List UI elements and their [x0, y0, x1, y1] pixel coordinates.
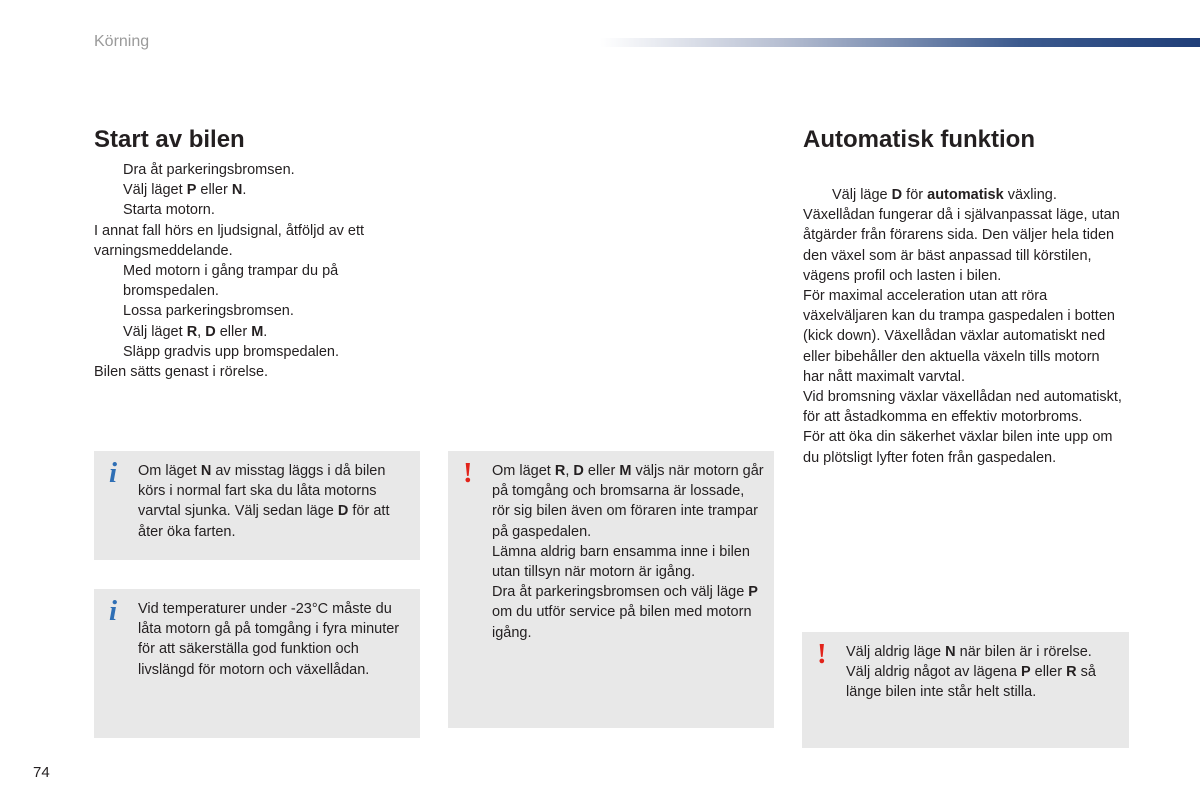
warning-text: Om läget R, D eller M väljs när motorn går på tomgång och bromsarna är lossade, rör sig bilen även om föraren inte trampar på gaspedalen. Lämna aldrig barn ensamma inne i bilen utan tillsyn när motorn är igång. Dra åt parkeringsbromsen och välj läge P om du utför service på bilen med motorn igång.	[492, 463, 764, 641]
page-number: 74	[33, 764, 50, 781]
info-box-neutral	[94, 451, 420, 560]
paragraph: Bilen sätts genast i rörelse.	[94, 364, 269, 381]
info-text: Om läget N av misstag läggs i då bilen körs i normal fart ska du låta motorns varvtal sjunka. Välj sedan läge D för att åter öka farten.	[138, 463, 390, 540]
warning-text: Välj aldrig läge N när bilen är i rörelse. Välj aldrig något av lägena P eller R så länge bilen inte står helt stilla.	[846, 644, 1096, 701]
start-heading: Start av bilen	[94, 126, 245, 153]
paragraph: Vid bromsning växlar växellådan ned automatiskt, för att åstadkomma en effektiv motorbroms.	[803, 389, 1122, 426]
warning-box-creep	[448, 451, 774, 728]
header-gradient-bar	[600, 38, 1200, 47]
start-instructions	[94, 160, 414, 382]
section-header: Körning	[94, 33, 150, 50]
paragraph: Växellådan fungerar då i självanpassat läge, utan åtgärder från förarens sida. Den väljer hela tiden den växel som är bäst anpassad till körstilen, vägens profil och lasten i bilen.	[803, 207, 1120, 284]
info-icon: i	[109, 595, 118, 627]
list-item: Starta motorn.	[123, 202, 215, 219]
list-item: Välj läge D för automatisk växling.	[832, 187, 1057, 203]
paragraph: I annat fall hörs en ljudsignal, åtföljd av ett varningsmeddelande.	[94, 222, 365, 259]
paragraph: För att öka din säkerhet växlar bilen inte upp om du plötsligt lyfter foten från gaspedalen.	[803, 429, 1113, 466]
warning-box-gear-selection	[802, 632, 1129, 748]
info-icon: i	[109, 457, 118, 489]
info-text: Vid temperaturer under -23°C måste du låta motorn gå på tomgång i fyra minuter för att säkerställa god funktion och livslängd för motorn och växellådan.	[138, 601, 400, 678]
list-item: Välj läget P eller N.	[123, 182, 247, 199]
list-item: Välj läget R, D eller M.	[123, 323, 268, 340]
list-item: Dra åt parkeringsbromsen.	[123, 162, 295, 178]
automatic-description	[803, 185, 1123, 468]
info-box-temperature	[94, 589, 420, 738]
paragraph: För maximal acceleration utan att röra växelväljaren kan du trampa gaspedalen i botten (kick down). Växellådan växlar automatiskt ned eller bibehåller den aktuella växeln tills motorn har nått maximalt varvtal.	[803, 288, 1115, 385]
list-item: Lossa parkeringsbromsen.	[123, 303, 294, 320]
warning-icon: !	[817, 638, 827, 670]
list-item: Släpp gradvis upp bromspedalen.	[123, 343, 340, 360]
list-item: Med motorn i gång trampar du på bromspedalen.	[123, 263, 339, 300]
warning-icon: !	[463, 457, 473, 489]
automatic-heading: Automatisk funktion	[803, 126, 1035, 153]
